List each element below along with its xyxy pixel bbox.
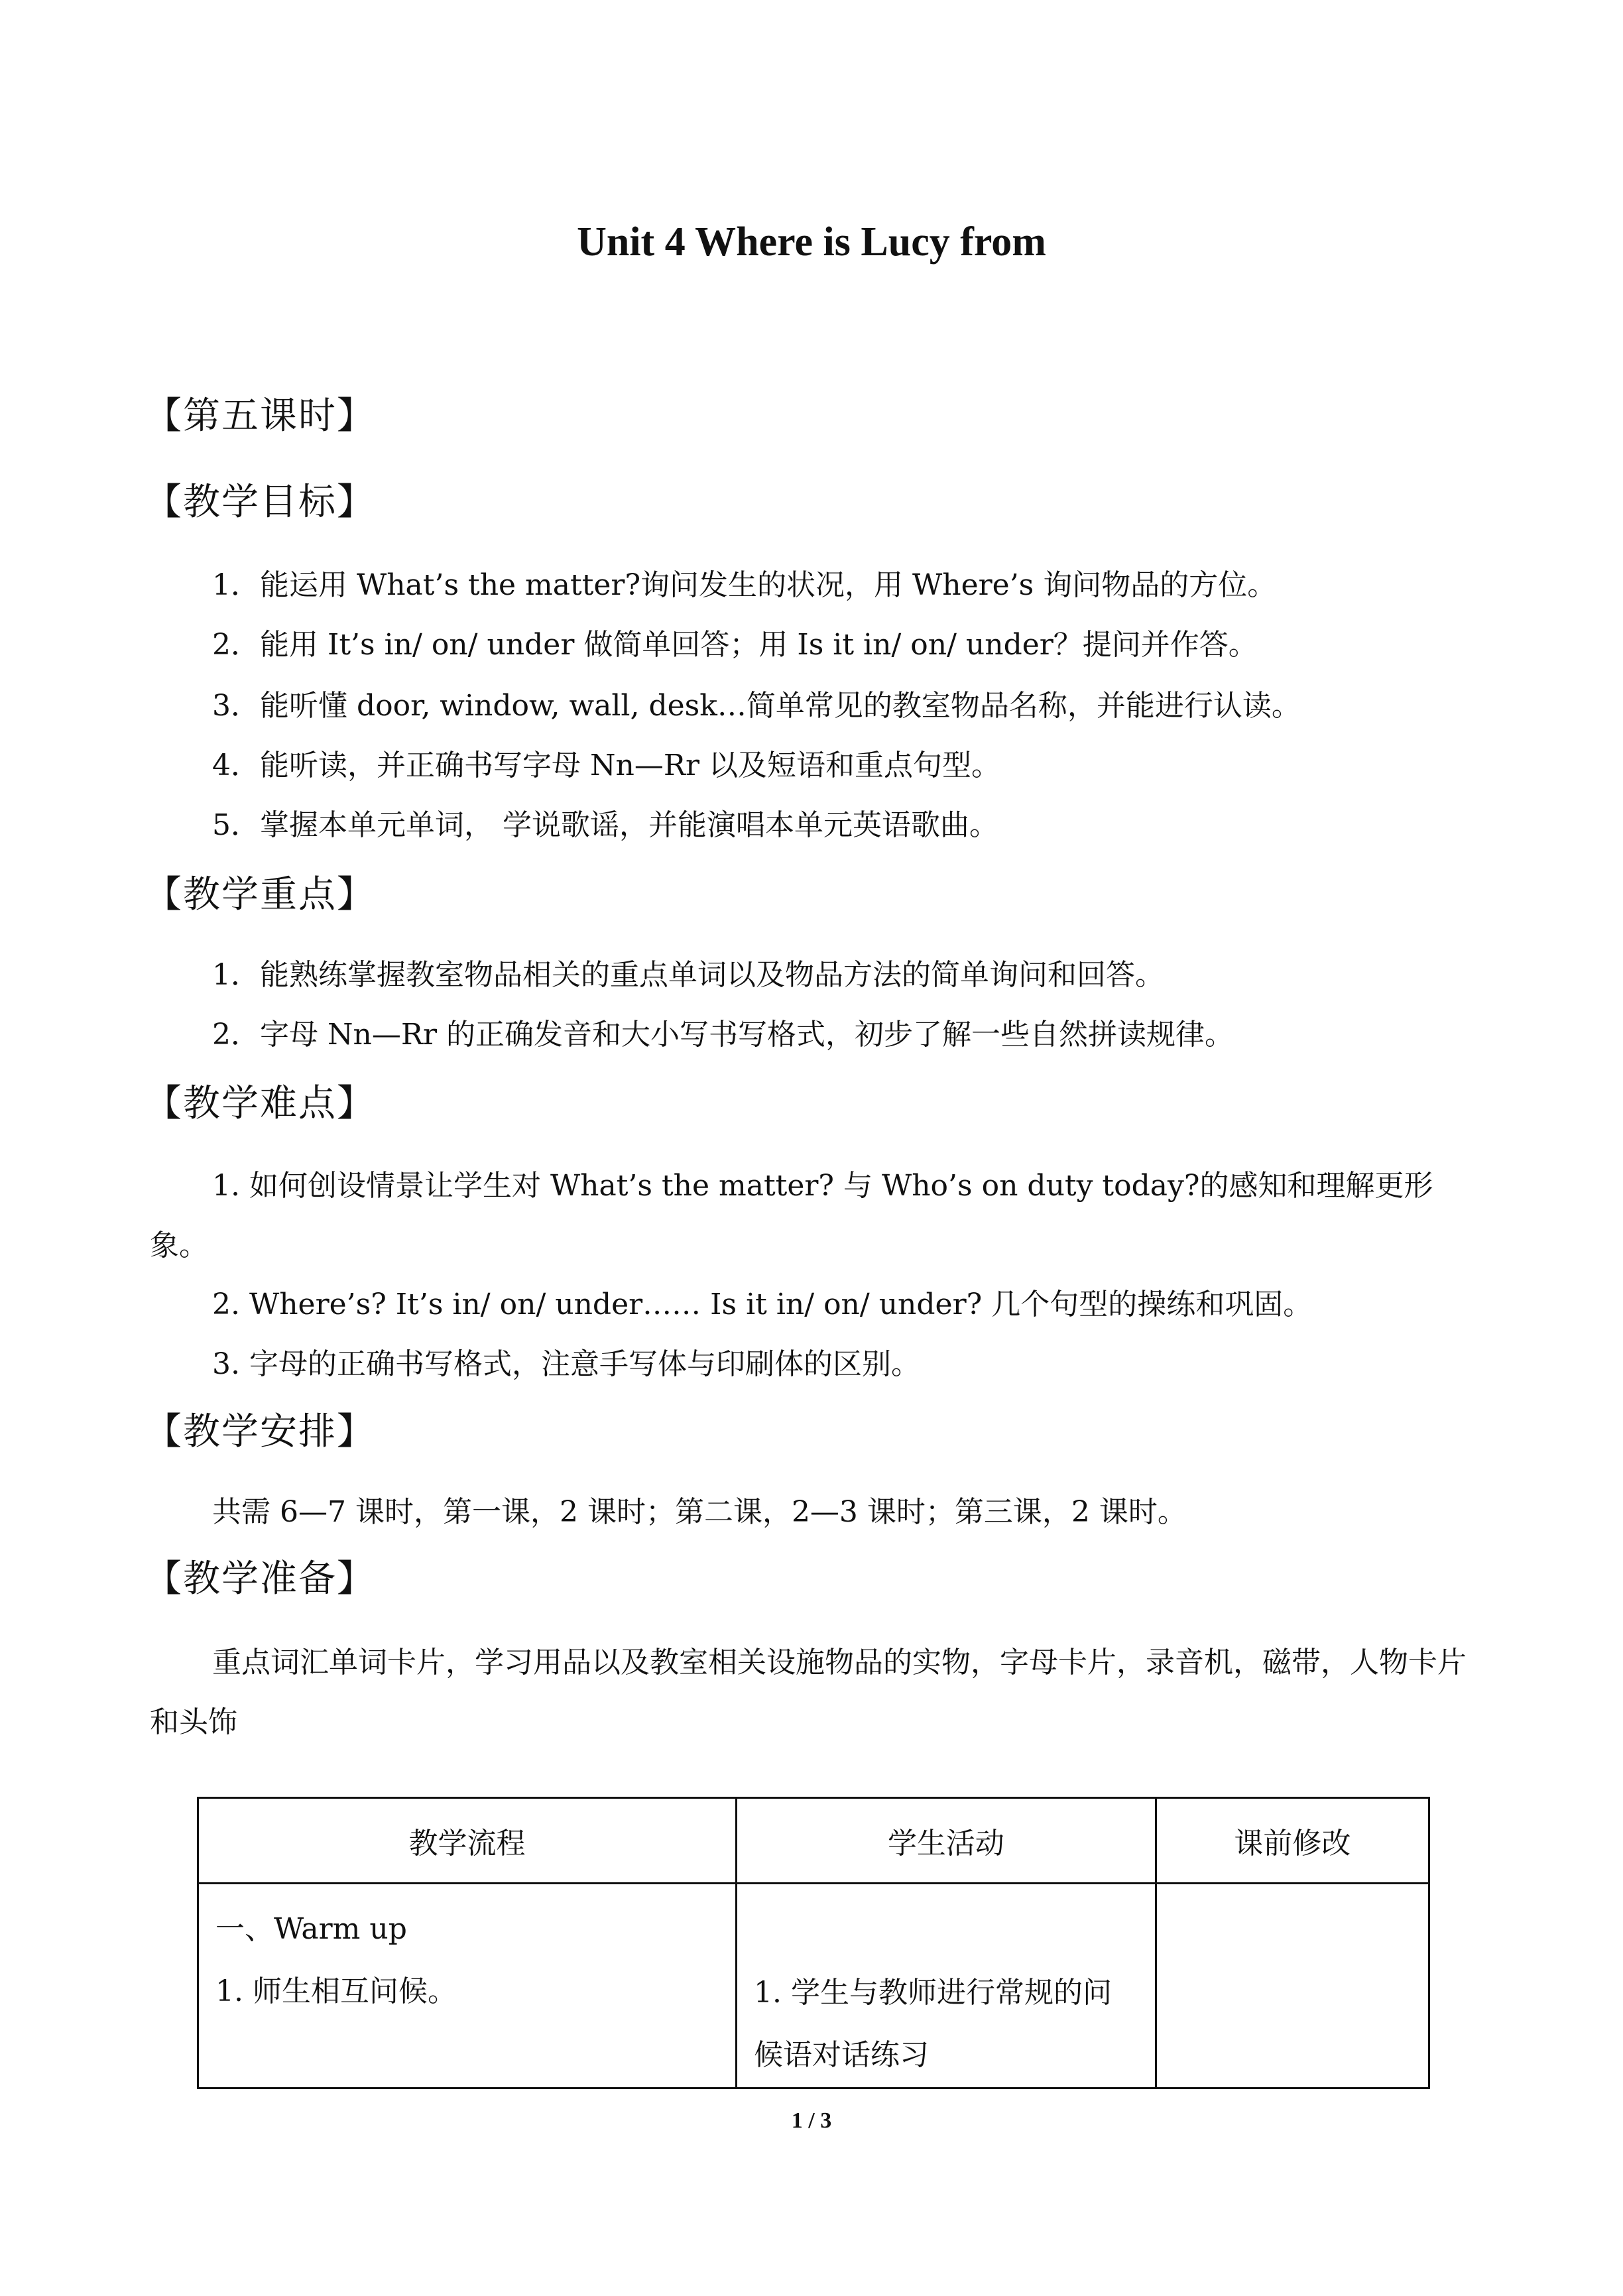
preparation-text: 重点词汇单词卡片，学习用品以及教室相关设施物品的实物，字母卡片，录音机，磁带，人物卡片和头饰 xyxy=(150,1646,1467,1739)
lesson-heading: 【第五课时】 xyxy=(145,394,375,438)
objective-item: 1．能运用 What’s the matter?询问发生的状况，用 Where’s 询问物品的方位。 xyxy=(212,568,1277,602)
process-line: 一、Warm up xyxy=(215,1912,407,1946)
difficulty-item: 1. 如何创设情景让学生对 What’s the matter? 与 Who’s on duty today?的感知和理解更形象。 xyxy=(150,1169,1433,1262)
arrangement-heading: 【教学安排】 xyxy=(145,1410,375,1453)
table-row xyxy=(198,1884,1429,2088)
header-revision: 课前修改 xyxy=(1156,1798,1429,1884)
objective-item: 4．能听读，并正确书写字母 Nn—Rr 以及短语和重点句型。 xyxy=(212,749,1000,782)
header-process: 教学流程 xyxy=(198,1798,737,1884)
process-cell xyxy=(198,1884,737,2088)
arrangement-text: 共需 6—7 课时，第一课，2 课时；第二课，2—3 课时；第三课，2 课时。 xyxy=(212,1495,1187,1529)
activity-cell xyxy=(737,1884,1156,2088)
preparation-heading: 【教学准备】 xyxy=(145,1557,375,1601)
process-line: 1. 师生相互问候。 xyxy=(215,1974,457,2008)
objective-item: 3．能听懂 door, window, wall, desk…简单常见的教室物品名称，并能进行认读。 xyxy=(212,689,1301,723)
key-point-item: 2．字母 Nn—Rr 的正确发音和大小写书写格式，初步了解一些自然拼读规律。 xyxy=(212,1018,1234,1052)
objective-item: 2．能用 It’s in/ on/ under 做简单回答；用 Is it in/ on/ under？提问并作答。 xyxy=(212,628,1258,662)
activity-text: 1. 学生与教师进行常规的问候语对话练习 xyxy=(754,1976,1112,2072)
difficulty-item: 2. Where’s? It’s in/ on/ under…… Is it in/ on/ under? 几个句型的操练和巩固。 xyxy=(212,1288,1313,1321)
difficulty-item: 3. 字母的正确书写格式，注意手写体与印刷体的区别。 xyxy=(212,1347,920,1381)
objective-item: 5．掌握本单元单词， 学说歌谣，并能演唱本单元英语歌曲。 xyxy=(212,808,998,842)
header-activity: 学生活动 xyxy=(737,1798,1156,1884)
difficulties-heading: 【教学难点】 xyxy=(145,1082,375,1125)
document-title: Unit 4 Where is Lucy from xyxy=(577,219,1046,265)
table-header-row xyxy=(198,1798,1429,1884)
objectives-heading: 【教学目标】 xyxy=(145,481,375,524)
revision-cell xyxy=(1156,1884,1429,2088)
key-point-item: 1．能熟练掌握教室物品相关的重点单词以及物品方法的简单询问和回答。 xyxy=(212,958,1164,992)
key-points-heading: 【教学重点】 xyxy=(145,873,375,916)
teaching-flow-table xyxy=(197,1797,1430,2089)
page-number: 1 / 3 xyxy=(791,2108,832,2133)
